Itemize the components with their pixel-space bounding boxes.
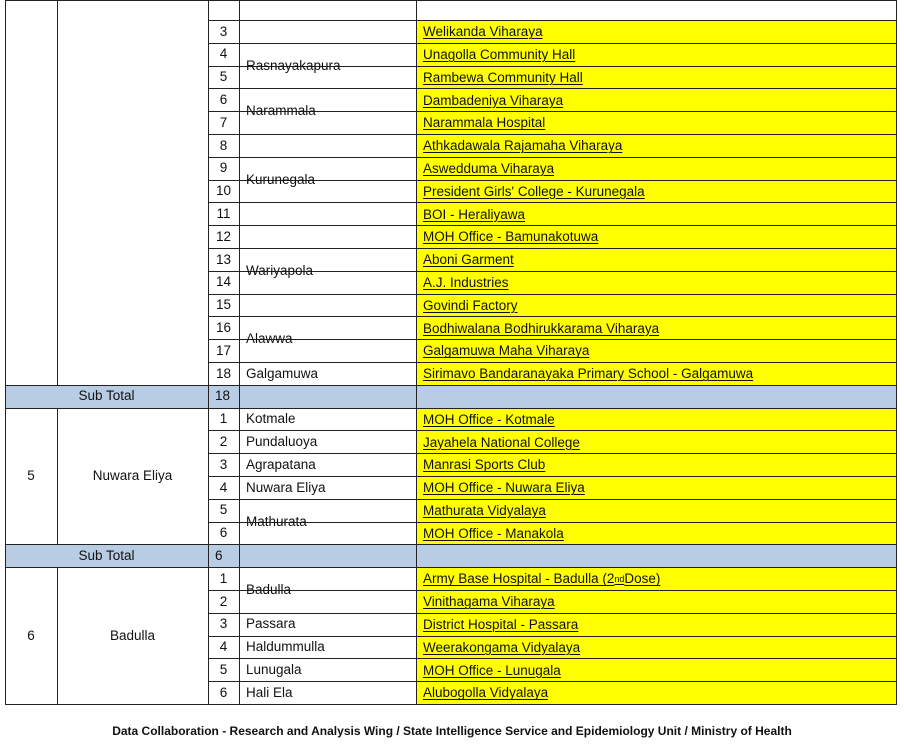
moh-area: Passara xyxy=(246,616,296,632)
grid-line xyxy=(896,385,897,409)
grid-line xyxy=(416,544,417,568)
row-number: 16 xyxy=(215,320,232,336)
vaccination-center: Army Base Hospital - Badulla (2 nd Dose) xyxy=(417,568,896,590)
grid-line xyxy=(239,658,417,659)
grid-line xyxy=(57,567,58,705)
grid-line xyxy=(239,567,417,568)
vaccination-center: Narammala Hospital xyxy=(417,112,896,134)
row-number: 13 xyxy=(215,251,232,267)
row-number: 2 xyxy=(219,434,228,450)
grid-line xyxy=(239,681,417,682)
grid-line xyxy=(239,225,417,226)
grid-line xyxy=(5,0,897,1)
grid-line xyxy=(208,0,209,386)
vaccination-center: Welikanda Viharaya xyxy=(417,21,896,43)
moh-area xyxy=(239,20,416,43)
grid-line xyxy=(5,544,897,545)
grid-line xyxy=(5,544,6,568)
moh-area: Mathurata xyxy=(246,513,307,529)
vaccination-center: Govindi Factory xyxy=(417,295,896,317)
vaccination-center: Alubogolla Vidyalaya xyxy=(417,682,896,704)
grid-line xyxy=(239,385,240,409)
vaccination-center: MOH Office - Nuwara Eliya xyxy=(417,477,896,499)
row-number: 2 xyxy=(219,593,228,609)
grid-line xyxy=(239,43,417,44)
subtotal-label: Sub Total xyxy=(78,388,135,404)
row-number: 6 xyxy=(219,525,228,541)
row-number: 18 xyxy=(215,365,232,381)
vaccination-center: Rambewa Community Hall xyxy=(417,67,896,89)
vaccination-center: Galgamuwa Maha Viharaya xyxy=(417,340,896,362)
grid-line xyxy=(239,0,240,386)
vaccination-center: MOH Office - Bamunakotuwa xyxy=(417,226,896,248)
vaccination-center: Mathurata Vidyalaya xyxy=(417,500,896,522)
grid-line xyxy=(239,476,417,477)
moh-area: Agrapatana xyxy=(246,456,316,472)
grid-line xyxy=(5,385,6,409)
district-name: Badulla xyxy=(109,627,156,643)
moh-area: Lunugala xyxy=(246,662,302,678)
row-number: 1 xyxy=(219,411,228,427)
grid-line xyxy=(239,88,417,89)
vaccination-center: Jayahela National College xyxy=(417,431,896,453)
vaccination-center: A.J. Industries xyxy=(417,272,896,294)
vaccination-center: Weerakongama Vidyalaya xyxy=(417,637,896,659)
row-number: 9 xyxy=(219,160,228,176)
moh-area: Narammala xyxy=(246,103,316,119)
grid-line xyxy=(896,567,897,705)
grid-line xyxy=(896,0,897,386)
row-number: 1 xyxy=(219,570,228,586)
grid-line xyxy=(208,544,209,568)
moh-area: Rasnayakapura xyxy=(246,57,341,73)
row-number: 12 xyxy=(215,228,232,244)
grid-line xyxy=(239,430,417,431)
vaccination-center: Sirimavo Bandaranayaka Primary School - Galgamuwa xyxy=(417,363,896,385)
moh-area: Wariyapola xyxy=(246,263,314,279)
vaccination-center: BOI - Heraliyawa xyxy=(417,203,896,225)
moh-area: Alawwa xyxy=(246,331,293,347)
row-number: 6 xyxy=(219,684,228,700)
district-number xyxy=(5,20,57,385)
row-number: 4 xyxy=(219,46,228,62)
grid-line xyxy=(239,316,417,317)
vaccination-center: Aboni Garment xyxy=(417,249,896,271)
district-number: 5 xyxy=(27,468,35,484)
grid-line xyxy=(416,385,417,409)
row-number: 5 xyxy=(219,69,228,85)
moh-area: Badulla xyxy=(246,582,292,598)
row-number: 3 xyxy=(219,23,228,39)
row-number: 7 xyxy=(219,114,228,130)
subtotal-value: 6 xyxy=(215,548,223,564)
moh-area: Kotmale xyxy=(246,411,296,427)
grid-line xyxy=(208,385,209,409)
vaccination-center: Vinithagama Viharaya xyxy=(417,591,896,613)
grid-line xyxy=(239,453,417,454)
grid-line xyxy=(416,567,417,705)
vaccination-center: MOH Office - Lunugala xyxy=(417,659,896,681)
grid-line xyxy=(239,499,417,500)
vaccination-center: Manrasi Sports Club xyxy=(417,454,896,476)
grid-line xyxy=(239,134,417,135)
vaccination-center: Bodhiwalana Bodhirukkarama Viharaya xyxy=(417,317,896,339)
grid-line xyxy=(239,544,240,568)
row-number: 11 xyxy=(216,206,231,222)
grid-line xyxy=(208,408,209,546)
moh-area: Kurunegala xyxy=(246,171,316,187)
grid-line xyxy=(239,408,240,546)
grid-line xyxy=(239,362,417,363)
grid-line xyxy=(5,704,897,705)
moh-area: Pundaluoya xyxy=(246,434,318,450)
footer-credit: Data Collaboration - Research and Analysis Wing / State Intelligence Service and Epidemiology Unit / Ministry of Health xyxy=(112,724,792,738)
row-number: 6 xyxy=(219,92,228,108)
row-number: 17 xyxy=(215,342,232,358)
grid-line xyxy=(208,567,209,705)
vaccination-center: Athkadawala Rajamaha Viharaya xyxy=(417,135,896,157)
vaccination-center: MOH Office - Kotmale xyxy=(417,409,896,431)
grid-line xyxy=(239,567,240,705)
row-number: 14 xyxy=(215,274,232,290)
vaccination-center: MOH Office - Manakola xyxy=(417,523,896,545)
vaccination-center: Aswedduma Viharaya xyxy=(417,158,896,180)
district-number: 6 xyxy=(27,627,35,643)
vaccination-center: President Girls' College - Kurunegala xyxy=(417,181,896,203)
grid-line xyxy=(896,544,897,568)
moh-area: Haldummulla xyxy=(246,639,325,655)
grid-line xyxy=(239,20,417,21)
grid-line xyxy=(896,408,897,546)
grid-line xyxy=(416,0,417,386)
row-number: 5 xyxy=(219,502,228,518)
row-number: 3 xyxy=(219,616,228,632)
row-number: 15 xyxy=(215,297,232,313)
row-number: 10 xyxy=(215,183,232,199)
moh-area: Hali Ela xyxy=(246,684,293,700)
row-number: 5 xyxy=(219,662,228,678)
moh-area: Nuwara Eliya xyxy=(246,479,326,495)
grid-line xyxy=(5,408,6,546)
grid-line xyxy=(5,0,6,386)
grid-line xyxy=(239,636,417,637)
row-number: 3 xyxy=(219,456,228,472)
grid-line xyxy=(5,385,897,386)
subtotal-value: 18 xyxy=(215,388,231,404)
grid-line xyxy=(5,567,6,705)
grid-line xyxy=(57,408,58,546)
row-number: 4 xyxy=(219,479,228,495)
grid-line xyxy=(416,408,417,546)
vaccination-center: Unagolla Community Hall xyxy=(417,44,896,66)
district-name: Nuwara Eliya xyxy=(92,468,173,484)
center-suffix: Dose) xyxy=(624,571,661,587)
subtotal-label: Sub Total xyxy=(78,548,135,564)
row-number: 4 xyxy=(219,639,228,655)
grid-line xyxy=(57,0,58,386)
moh-area: Galgamuwa xyxy=(246,365,319,381)
row-number: 8 xyxy=(219,137,228,153)
grid-line xyxy=(239,613,417,614)
grid-line xyxy=(239,408,417,409)
vaccination-center: Dambadeniya Viharaya xyxy=(417,89,896,111)
vaccination-center: District Hospital - Passara xyxy=(417,614,896,636)
district-name xyxy=(57,20,208,385)
